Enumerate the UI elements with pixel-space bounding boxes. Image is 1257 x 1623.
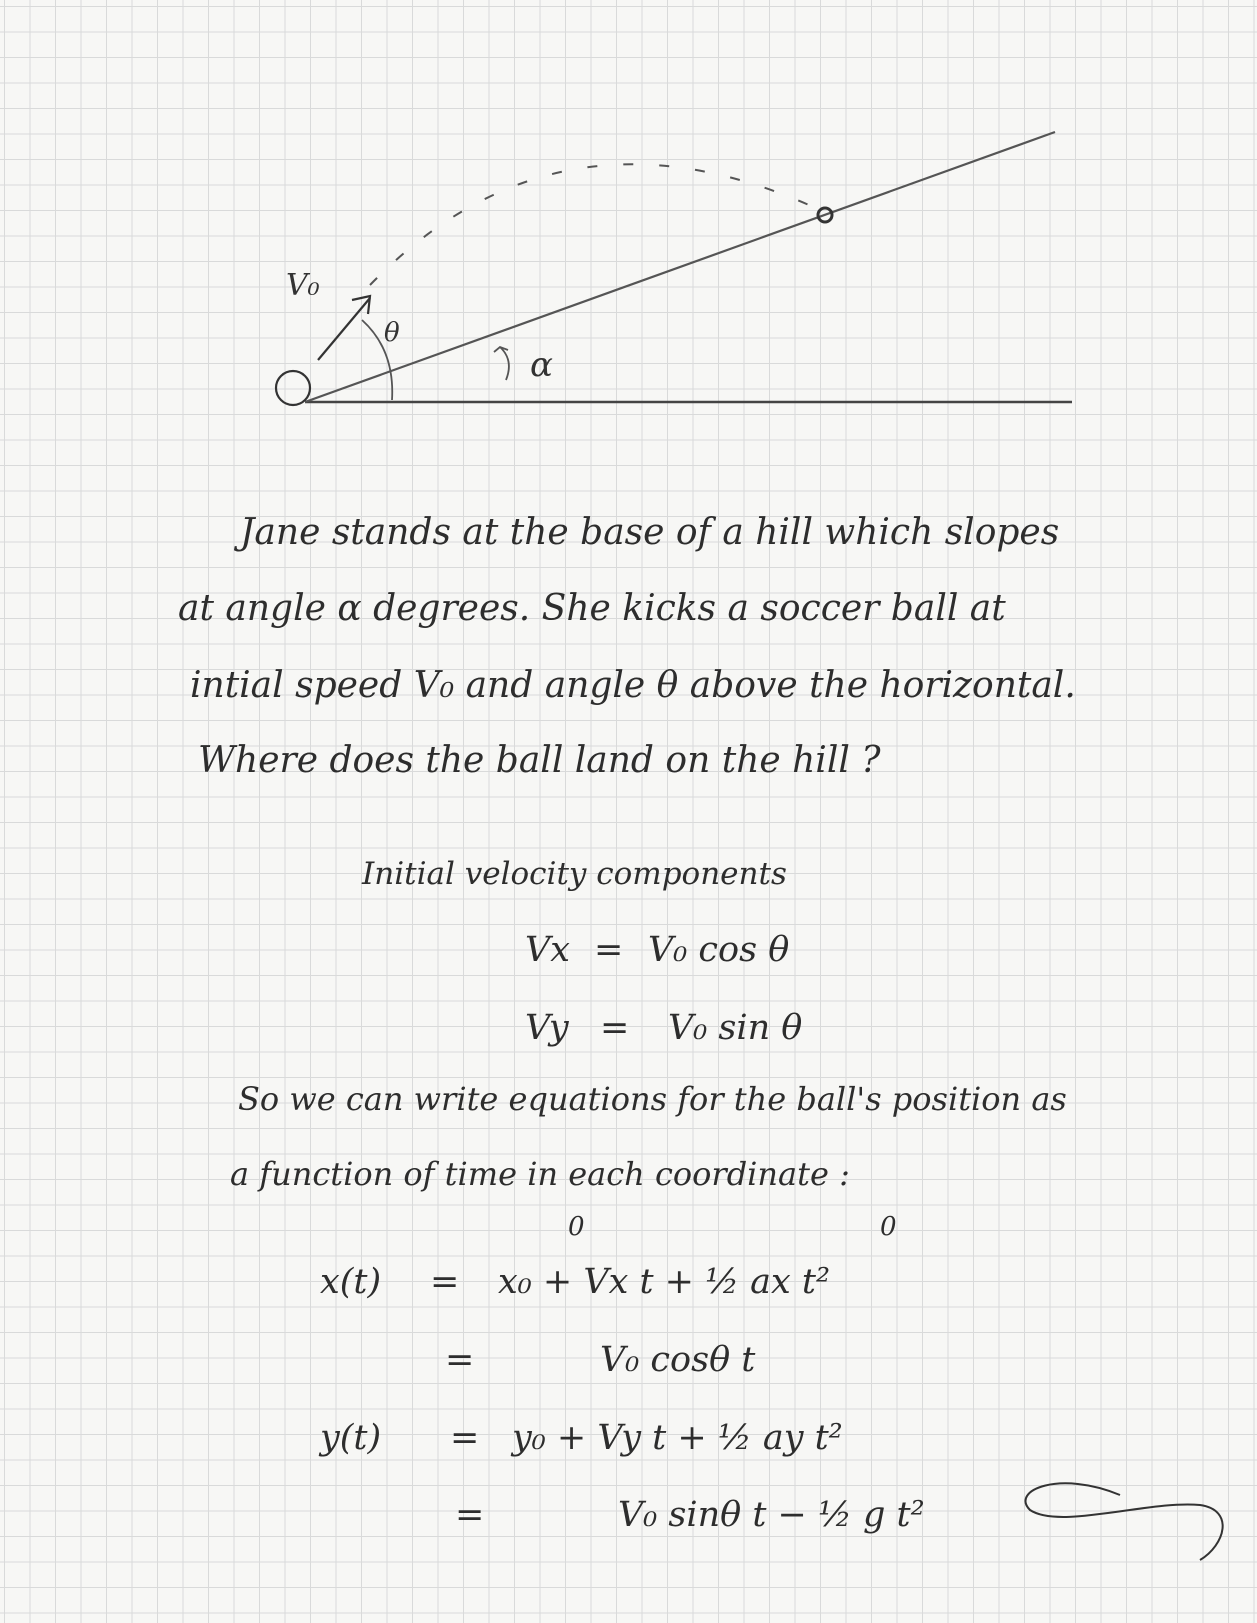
- problem-line-4: Where does the ball land on the hill ?: [198, 740, 881, 781]
- x2-equals: =: [445, 1340, 475, 1380]
- y2-equals: =: [455, 1495, 485, 1535]
- vx-lhs: Vx: [525, 930, 571, 970]
- x-rhs: x₀ + Vx t + ½ ax t²: [498, 1262, 831, 1302]
- trajectory-path: [370, 164, 820, 285]
- velocity-arrow: [318, 298, 370, 360]
- ball-start: [276, 371, 310, 405]
- vy-rhs: V₀ sin θ: [668, 1008, 803, 1048]
- hill-slope-line: [305, 132, 1055, 402]
- vx-equals: =: [594, 930, 624, 970]
- y2-rhs: V₀ sinθ t − ½ g t²: [618, 1495, 925, 1535]
- x2-rhs: V₀ cosθ t: [600, 1340, 756, 1380]
- velocity-arrow-head: [352, 296, 370, 314]
- x-zero-mark-1: 0: [568, 1212, 585, 1242]
- position-intro-line-1: So we can write equations for the ball's position as: [238, 1080, 1067, 1118]
- y-lhs: y(t): [320, 1418, 382, 1458]
- vy-equals: =: [600, 1008, 630, 1048]
- alpha-arc-head: [494, 347, 508, 352]
- position-intro-line-2: a function of time in each coordinate :: [230, 1155, 850, 1193]
- x-lhs: x(t): [320, 1262, 382, 1302]
- x-zero-mark-2: 0: [880, 1212, 897, 1242]
- y-rhs: y₀ + Vy t + ½ ay t²: [512, 1418, 843, 1458]
- signature-squiggle: [1026, 1483, 1223, 1560]
- problem-line-2: at angle α degrees. She kicks a soccer ball at: [178, 588, 1006, 629]
- problem-line-3: intial speed V₀ and angle θ above the horizontal.: [190, 665, 1076, 706]
- vy-lhs: Vy: [525, 1008, 569, 1048]
- label-theta: θ: [384, 318, 400, 348]
- x-equals: =: [430, 1262, 460, 1302]
- label-v0: V₀: [286, 268, 320, 303]
- components-heading: Initial velocity components: [362, 856, 787, 892]
- problem-line-1: Jane stands at the base of a hill which slopes: [240, 512, 1060, 553]
- vx-rhs: V₀ cos θ: [648, 930, 790, 970]
- y-equals: =: [450, 1418, 480, 1458]
- alpha-arc: [500, 347, 509, 380]
- label-alpha: α: [530, 345, 553, 385]
